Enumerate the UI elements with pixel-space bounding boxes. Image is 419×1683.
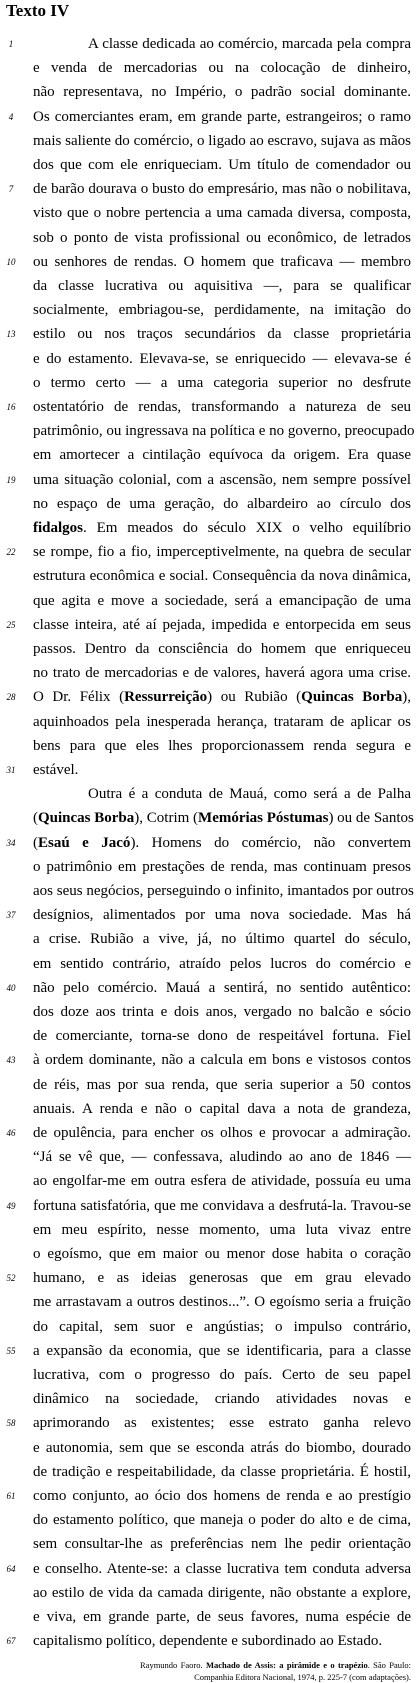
text-line: aprimorando as existentes; esse estrato ganha relevo: [33, 1415, 411, 1432]
text-line: dos que com ele enriqueciam. Um título de comendador ou: [33, 157, 411, 173]
text-line: lucrativa, com o progresso do país. Certo de seu papel: [33, 1367, 411, 1383]
citation-work-title: Machado de Assis: a pirâmide e o trapézio: [205, 1660, 368, 1671]
text-line: se rompe, fio a fio, imperceptivelmente, na quebra de secular: [33, 544, 411, 561]
document-title: Texto IV: [6, 1, 70, 20]
text-line: e venda de mercadorias ou na colocação de dinheiro,: [33, 60, 411, 77]
text-line: e autonomia, sem que se esconda atrás do biombo, dourado: [33, 1439, 411, 1456]
line-number: 31: [6, 765, 16, 775]
text-line: uma situação colonial, com a ascensão, nem sempre possível: [33, 471, 411, 488]
text-line: dos doze aos trinta e dois anos, vergado no balcão e sócio: [33, 1004, 411, 1020]
text-line: da classe lucrativa ou aquisitiva —, para se qualificar: [33, 278, 411, 294]
text-line: patrimônio, ou ingressava na política e no governo, preocupado: [33, 423, 415, 440]
text-line: e conselho. Atente-se: a classe lucrativa tem conduta adversa: [33, 1560, 411, 1577]
text-line: Os comerciantes eram, em grande parte, estrangeiros; o ramo: [33, 108, 411, 125]
text-line: socialmente, embriagou-se, perdidamente, na imitação do: [33, 302, 411, 319]
line-number: 13: [6, 329, 16, 340]
bold-title: Quincas Borba: [301, 689, 403, 706]
text-line: fortuna satisfatória, que me convidava a desfrutá-la. Travou-se: [33, 1197, 411, 1214]
line-number: 1: [8, 39, 14, 49]
text-line: a crise. Rubião a vive, já, no último quartel do século,: [33, 931, 411, 948]
line-number: 40: [6, 982, 16, 993]
text-line: sem consultar-lhe as preferências nem lhe pedir orientação: [33, 1536, 411, 1553]
line-number: 46: [6, 1128, 16, 1138]
text-line: de tradição e respeitabilidade, da classe proprietária. É hostil,: [33, 1463, 411, 1480]
text-line: humano, e as ideias generosas que em grau elevado: [33, 1270, 411, 1287]
text-line: (Quincas Borba), Cotrim (Memórias Póstumas) ou de Santos: [33, 810, 414, 827]
text-line: o patrimônio em prestações de renda, mas continuam presos: [33, 858, 411, 875]
text-line: em sentido contrário, atraído pelos lucros do comércio e: [33, 955, 411, 972]
line-number: 55: [6, 1345, 16, 1356]
text-line: visto que o nobre pertencia a uma camada diversa, composta,: [33, 205, 411, 222]
text-line: dinâmico na sociedade, criando atividades novas e: [33, 1391, 411, 1408]
text-line: em meu espírito, nesse momento, uma luta vivaz entre: [33, 1221, 411, 1238]
line-number: 61: [6, 1491, 16, 1501]
text-line: do capital, sem suor e angústias; o impulso contrário,: [33, 1318, 411, 1335]
line-number: 49: [6, 1200, 16, 1211]
text-line: não pelo comércio. Mauá a sentirá, no sentido autêntico:: [33, 979, 411, 996]
text-line: que agita e move a sociedade, será a emancipação de uma: [33, 592, 411, 609]
text-line: estilo ou nos traços secundários da classe proprietária: [33, 326, 411, 343]
text-line: sob o ponto de vista profissional ou econômico, de letrados: [33, 229, 411, 246]
text-line: mais saliente do comércio, o ligado ao escravo, sujava as mãos: [33, 132, 411, 149]
text-line: e viva, em grande parte, de seus favores, numa espécie de: [33, 1609, 411, 1625]
line-number: 64: [6, 1563, 16, 1574]
text-line: desígnios, alimentados por uma nova sociedade. Mas há: [33, 907, 411, 924]
text-line: no espaço de uma geração, do albardeiro ao círculo dos: [33, 495, 411, 512]
text-line: Outra é a conduta de Mauá, como será a de Palha: [88, 786, 411, 803]
bold-title: Quincas Borba: [38, 810, 135, 827]
text-line: passos. Dentro da consciência do homem que enriqueceu: [33, 641, 411, 657]
text-line: ao estilo de vida da camada dirigente, não obstante a explore,: [33, 1584, 411, 1601]
line-number: 67: [6, 1636, 16, 1647]
line-number: 58: [6, 1418, 16, 1429]
line-number: 19: [6, 474, 16, 485]
text-line: fidalgos. Em meados do século XIX o velho equilíbrio: [33, 520, 411, 536]
line-number: 4: [8, 111, 14, 122]
line-number: 22: [6, 547, 16, 558]
text-line: anuais. A renda e não o capital dava a nota de grandeza,: [33, 1100, 411, 1117]
line-number: 28: [6, 692, 16, 703]
text-line: O Dr. Félix (Ressurreição) ou Rubião (Quincas Borba),: [33, 689, 411, 706]
text-line: de comerciante, torna-se dono de respeitável fortuna. Fiel: [33, 1028, 411, 1045]
line-number: 37: [6, 910, 16, 921]
text-line: como conjunto, ao ócio dos homens de renda e ao prestígio: [33, 1488, 411, 1504]
text-line: de opulência, para encher os olhos e provocar a admiração.: [33, 1125, 411, 1141]
bold-title: fidalgos: [33, 520, 84, 536]
text-line: aquinhoados pela inesperada herança, trataram de aplicar os: [33, 713, 411, 730]
line-number: 25: [6, 619, 16, 630]
text-line: estrutura econômica e social. Consequência da nova dinâmica,: [33, 568, 411, 585]
text-line: e do estamento. Elevava-se, se enriquecido — elevava-se é: [33, 350, 411, 367]
line-number: 7: [8, 184, 14, 195]
text-line: “Já se vê que, — confessava, aludindo ao ano de 1846 —: [33, 1149, 411, 1166]
text-line: à ordem dominante, não a calcula em bons e vistosos contos: [33, 1052, 411, 1069]
bold-title: Memórias Póstumas: [198, 810, 329, 827]
line-number: 43: [6, 1055, 16, 1066]
text-line: o termo certo — a uma categoria superior no desfrute: [33, 374, 411, 391]
text-line: classe inteira, até aí pejada, impedida e entorpecida em seus: [33, 616, 411, 633]
text-line: ou senhores de rendas. O homem que traficava — membro: [33, 253, 411, 270]
text-line: de réis, mas por sua renda, que seria superior a 50 contos: [33, 1076, 411, 1093]
line-number: 52: [6, 1273, 16, 1284]
text-line: a expansão da economia, que se identificaria, para a classe: [33, 1342, 411, 1359]
text-line: do estamento político, que maneja o poder do alto e de cima,: [33, 1512, 411, 1529]
text-line: o egoísmo, que em maior ou menor dose habita o coração: [33, 1246, 411, 1262]
citation-author: Raymundo Faoro.: [140, 1660, 206, 1671]
text-line: (Esaú e Jacó). Homens do comércio, não convertem: [33, 834, 412, 851]
text-line: ao engolfar-me em outra esfera de atividade, possuía eu uma: [33, 1173, 411, 1190]
source-citation: [140, 1659, 411, 1683]
text-line: capitalismo político, dependente e subordinado ao Estado.: [33, 1633, 383, 1650]
text-line: de barão dourava o busto do empresário, mas não o nobilitava,: [33, 181, 411, 198]
text-line: A classe dedicada ao comércio, marcada pela compra: [88, 36, 411, 52]
line-number: 10: [6, 256, 16, 267]
text-line: em amortecer a cintilação equívoca da origem. Era quase: [33, 447, 411, 464]
text-line: me arrastavam a outros destinos...”. O egoísmo seria a fruição: [33, 1294, 411, 1311]
citation-publication: . São Paulo: Companhia Editora Nacional, 1974, p. 225-7 (com adaptações).: [194, 1660, 411, 1683]
text-line: não representava, no Império, o padrão social dominante.: [33, 84, 411, 101]
text-line: ostentatório de rendas, transformando a natureza de seu: [33, 399, 411, 415]
text-line: aos seus negócios, perseguindo o infinito, imantados por outros: [33, 883, 414, 899]
bold-title: Ressurreição: [124, 689, 208, 706]
text-line: no trato de mercadorias e de valores, haverá agora uma crise.: [33, 665, 411, 682]
text-line: estável.: [33, 762, 79, 778]
line-number: 16: [6, 402, 16, 412]
line-number: 34: [6, 837, 16, 848]
text-line: bens para que eles lhes proporcionassem renda segura e: [33, 737, 411, 754]
bold-title: Esaú e Jacó: [38, 834, 131, 851]
